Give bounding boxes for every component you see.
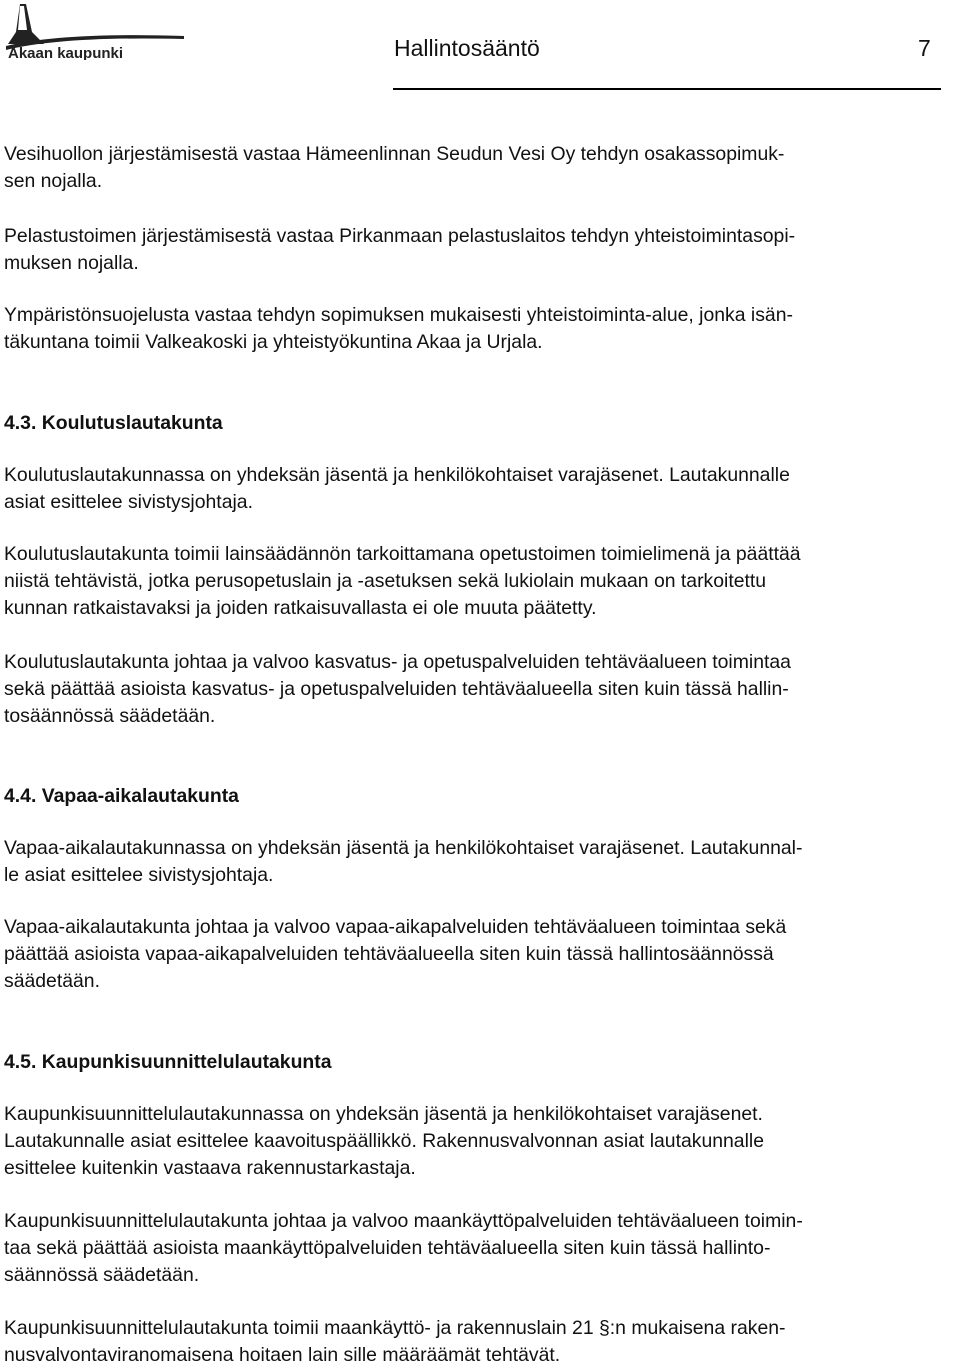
paragraph-planning-members (4, 1101, 956, 1182)
document-title: Hallintosääntö (394, 35, 540, 61)
line: Koulutuslautakunnassa on yhdeksän jäsentä ja henkilökohtaiset varajäsenet. Lautakunnalle (4, 464, 790, 486)
line: päättää asioista vapaa-aikapalveluiden tehtäväalueella siten kuin tässä hallintosäännössä (4, 943, 774, 965)
paragraph-planning-management (4, 1208, 956, 1289)
line: Ympäristönsuojelusta vastaa tehdyn sopimuksen mukaisesti yhteistoiminta-alue, jonka isän- (4, 304, 793, 326)
line: niistä tehtävistä, jotka perusopetuslain ja -asetuksen sekä lukiolain mukaan on tarkoitettu (4, 570, 767, 592)
line: asiat esittelee sivistysjohtaja. (4, 491, 253, 513)
line: säädetään. (4, 970, 100, 992)
header-divider (393, 88, 941, 90)
paragraph-education-members (4, 462, 956, 516)
line: sen nojalla. (4, 170, 103, 192)
line: Kaupunkisuunnittelulautakunnassa on yhdeksän jäsentä ja henkilökohtaiset varajäsenet. (4, 1103, 763, 1125)
line: taa sekä päättää asioista maankäyttöpalveluiden tehtäväalueella siten kuin tässä hallinto- (4, 1237, 771, 1259)
section-heading-4-3: 4.3. Koulutuslautakunta (4, 412, 223, 434)
line: tosäännössä säädetään. (4, 705, 216, 727)
line: Vapaa-aikalautakunta johtaa ja valvoo vapaa-aikapalveluiden tehtäväalueen toimintaa sekä (4, 916, 787, 938)
line: täkuntana toimii Valkeakoski ja yhteistyökuntina Akaa ja Urjala. (4, 331, 543, 353)
svg-text:Akaan kaupunki: Akaan kaupunki (8, 45, 124, 60)
line: muksen nojalla. (4, 252, 139, 274)
line: Kaupunkisuunnittelulautakunta johtaa ja valvoo maankäyttöpalveluiden tehtäväalueen toimin- (4, 1210, 803, 1232)
line: sekä päättää asioista kasvatus- ja opetuspalveluiden tehtäväalueella siten kuin tässä hallin- (4, 678, 789, 700)
paragraph-education-management (4, 649, 956, 730)
page-number: 7 (918, 35, 931, 61)
line: Kaupunkisuunnittelulautakunta toimii maankäyttö- ja rakennuslain 21 §:n mukaisena raken- (4, 1317, 786, 1339)
line: Pelastustoimen järjestämisestä vastaa Pirkanmaan pelastuslaitos tehdyn yhteistoimintasopi- (4, 225, 796, 247)
paragraph-water (4, 141, 956, 195)
paragraph-leisure-management (4, 914, 956, 995)
paragraph-leisure-members (4, 835, 956, 889)
section-heading-4-4: 4.4. Vapaa-aikalautakunta (4, 785, 239, 807)
line: nusvalvontaviranomaisena hoitaen lain sille määräämät tehtävät. (4, 1344, 561, 1366)
page-header (0, 0, 960, 95)
line: Koulutuslautakunta toimii lainsäädännön tarkoittamana opetustoimen toimielimenä ja päättää (4, 543, 801, 565)
line: Vesihuollon järjestämisestä vastaa Hämeenlinnan Seudun Vesi Oy tehdyn osakassopimuk- (4, 143, 785, 165)
line: säännössä säädetään. (4, 1264, 200, 1286)
line: Koulutuslautakunta johtaa ja valvoo kasvatus- ja opetuspalveluiden tehtäväalueen toimintaa (4, 651, 791, 673)
line: Vapaa-aikalautakunnassa on yhdeksän jäsentä ja henkilökohtaiset varajäsenet. Lautakunnal- (4, 837, 803, 859)
paragraph-environment (4, 302, 956, 356)
line: le asiat esittelee sivistysjohtaja. (4, 864, 274, 886)
paragraph-rescue (4, 223, 956, 277)
paragraph-education-role (4, 541, 956, 622)
paragraph-building-control (4, 1315, 956, 1369)
akaan-kaupunki-logo (4, 2, 184, 60)
line: Lautakunnalle asiat esittelee kaavoituspäällikkö. Rakennusvalvonnan asiat lautakunnalle (4, 1130, 764, 1152)
line: esittelee kuitenkin vastaava rakennustarkastaja. (4, 1157, 416, 1179)
line: kunnan ratkaistavaksi ja joiden ratkaisuvallasta ei ole muuta päätetty. (4, 597, 597, 619)
section-heading-4-5: 4.5. Kaupunkisuunnittelulautakunta (4, 1051, 332, 1073)
